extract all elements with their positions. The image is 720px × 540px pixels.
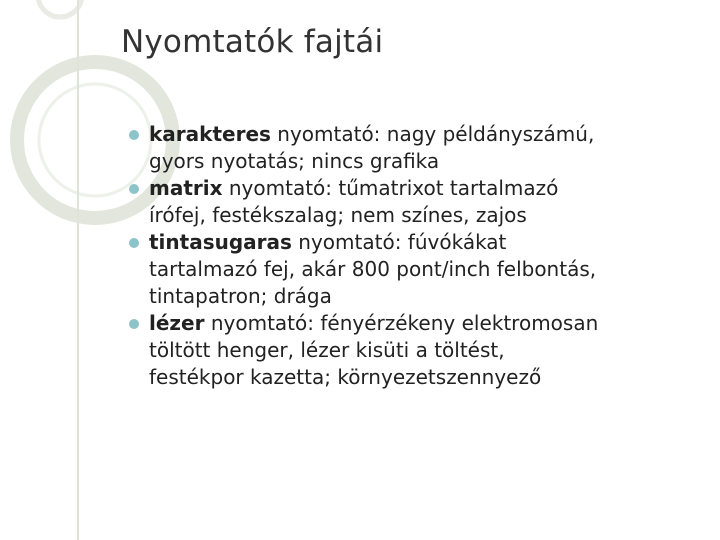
bullet-line [149,229,709,256]
bullet-item-tintasugaras [149,229,709,310]
bullet-line: írófej, festékszalag; nem színes, zajos [149,203,527,227]
slide-title: Nyomtatók fajtái [121,24,384,60]
bullet-item-lezer [149,310,709,391]
bullet-text: nyomtató: fúvókákat [291,230,507,254]
bullet-keyword: matrix [149,176,223,200]
left-vertical-rule [77,0,79,540]
bullet-dot-icon [129,238,139,248]
bullet-keyword: karakteres [149,122,271,146]
bullet-dot-icon [129,184,139,194]
bullet-line: töltött henger, lézer kisüti a töltést, [149,338,505,362]
bullet-line: tintapatron; drága [149,284,332,308]
bullet-text: nyomtató: fényérzékeny elektromosan [204,311,599,335]
bullet-dot-icon [129,319,139,329]
bullet-keyword: tintasugaras [149,230,292,254]
bullet-line: festékpor kazetta; környezetszennyező [149,365,542,389]
bullet-keyword: lézer [149,311,205,335]
bullet-line: tartalmazó fej, akár 800 pont/inch felbontás, [149,257,597,281]
deco-circle-top [38,0,82,17]
bullet-text: nyomtató: tűmatrixot tartalmazó [222,176,559,200]
bullet-list [149,121,709,391]
bullet-line: gyors nyotatás; nincs grafika [149,149,440,173]
bullet-item-karakteres [149,121,709,175]
bullet-line [149,310,709,337]
bullet-dot-icon [129,130,139,140]
deco-circle-inner [39,84,151,196]
bullet-line [149,175,709,202]
bullet-item-matrix [149,175,709,229]
bullet-text: nyomtató: nagy példányszámú, [270,122,595,146]
bullet-line [149,121,709,148]
